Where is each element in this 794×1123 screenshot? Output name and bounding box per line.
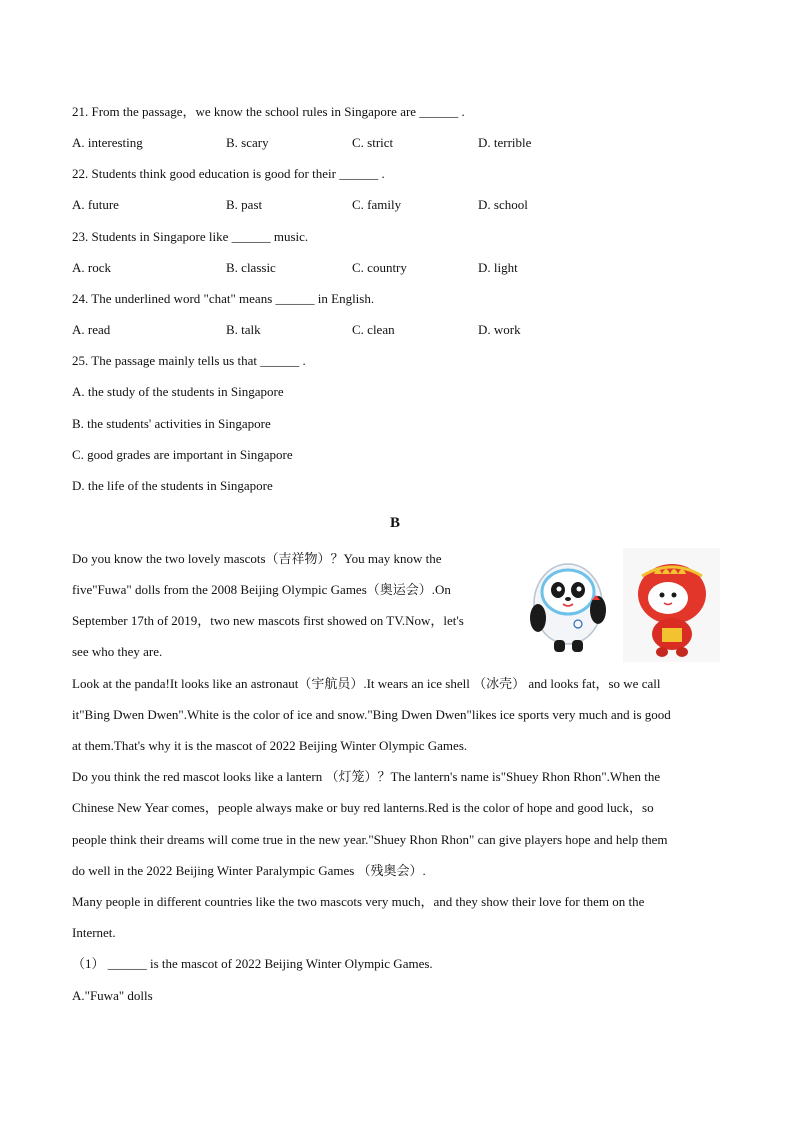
q22-option-a: A. future: [72, 197, 119, 212]
p2-line-1: Look at the panda!It looks like an astronaut（宇航员）.It wears an ice shell （冰壳） and looks fat，so we call: [72, 676, 661, 691]
q25-stem: 25. The passage mainly tells us that ______ .: [72, 353, 306, 368]
q24-option-a: A. read: [72, 322, 111, 337]
q23-option-b: B. classic: [226, 260, 276, 275]
q24-option-b: B. talk: [226, 322, 261, 337]
p1-line-1: Do you know the two lovely mascots（吉祥物）？You may know the: [72, 551, 442, 566]
q25-option-b: B. the students' activities in Singapore: [72, 416, 271, 431]
q25-option-c: C. good grades are important in Singapore: [72, 447, 293, 462]
p4-line-1: Many people in different countries like the two mascots very much，and they show their love for them on the: [72, 894, 645, 909]
q21-option-b: B. scary: [226, 135, 269, 150]
q23-option-c: C. country: [352, 260, 407, 275]
p3-line-2: Chinese New Year comes，people always make or buy red lanterns.Red is the color of hope and good luck，so: [72, 800, 654, 815]
q21-option-a: A. interesting: [72, 135, 143, 150]
q22-option-b: B. past: [226, 197, 263, 212]
q24-stem: 24. The underlined word "chat" means ______ in English.: [72, 291, 375, 306]
q22-option-d: D. school: [478, 197, 528, 212]
p3-line-3: people think their dreams will come true in the new year."Shuey Rhon Rhon" can give players hope and help them: [72, 832, 668, 847]
p1-line-4: see who they are.: [72, 644, 163, 659]
panda-mascot-figure: [530, 564, 606, 652]
q23-option-d: D. light: [478, 260, 518, 275]
q23-stem: 23. Students in Singapore like ______ music.: [72, 229, 309, 244]
q21-option-c: C. strict: [352, 135, 394, 150]
q24-option-c: C. clean: [352, 322, 395, 337]
sub-q1-stem: （1） ______ is the mascot of 2022 Beijing Winter Olympic Games.: [72, 956, 433, 971]
p1-line-2: five"Fuwa" dolls from the 2008 Beijing Olympic Games（奥运会）.On: [72, 582, 451, 597]
mascots-image: [520, 548, 720, 662]
q24-option-d: D. work: [478, 322, 521, 337]
section-b-heading: B: [390, 515, 401, 531]
sub-q1-option-a: A."Fuwa" dolls: [72, 988, 153, 1003]
q21-option-d: D. terrible: [478, 135, 532, 150]
p2-line-3: at them.That's why it is the mascot of 2022 Beijing Winter Olympic Games.: [72, 738, 468, 753]
q25-option-d: D. the life of the students in Singapore: [72, 478, 273, 493]
q22-stem: 22. Students think good education is good for their ______ .: [72, 166, 385, 181]
p2-line-2: it"Bing Dwen Dwen".White is the color of ice and snow."Bing Dwen Dwen"likes ice sports very much and is good: [72, 707, 671, 722]
lantern-mascot-figure: [623, 548, 720, 662]
p1-line-3: September 17th of 2019，two new mascots first showed on TV.Now，let's: [72, 613, 464, 628]
q21-stem: 21. From the passage，we know the school rules in Singapore are ______ .: [72, 104, 465, 119]
q25-option-a: A. the study of the students in Singapore: [72, 384, 284, 399]
q22-option-c: C. family: [352, 197, 402, 212]
p3-line-1: Do you think the red mascot looks like a lantern （灯笼）？The lantern's name is"Shuey Rhon Rhon".When the: [72, 769, 661, 784]
q23-option-a: A. rock: [72, 260, 111, 275]
mascots-illustration: [520, 548, 720, 662]
p4-line-2: Internet.: [72, 925, 116, 940]
p3-line-4: do well in the 2022 Beijing Winter Paralympic Games （残奥会）.: [72, 863, 426, 878]
